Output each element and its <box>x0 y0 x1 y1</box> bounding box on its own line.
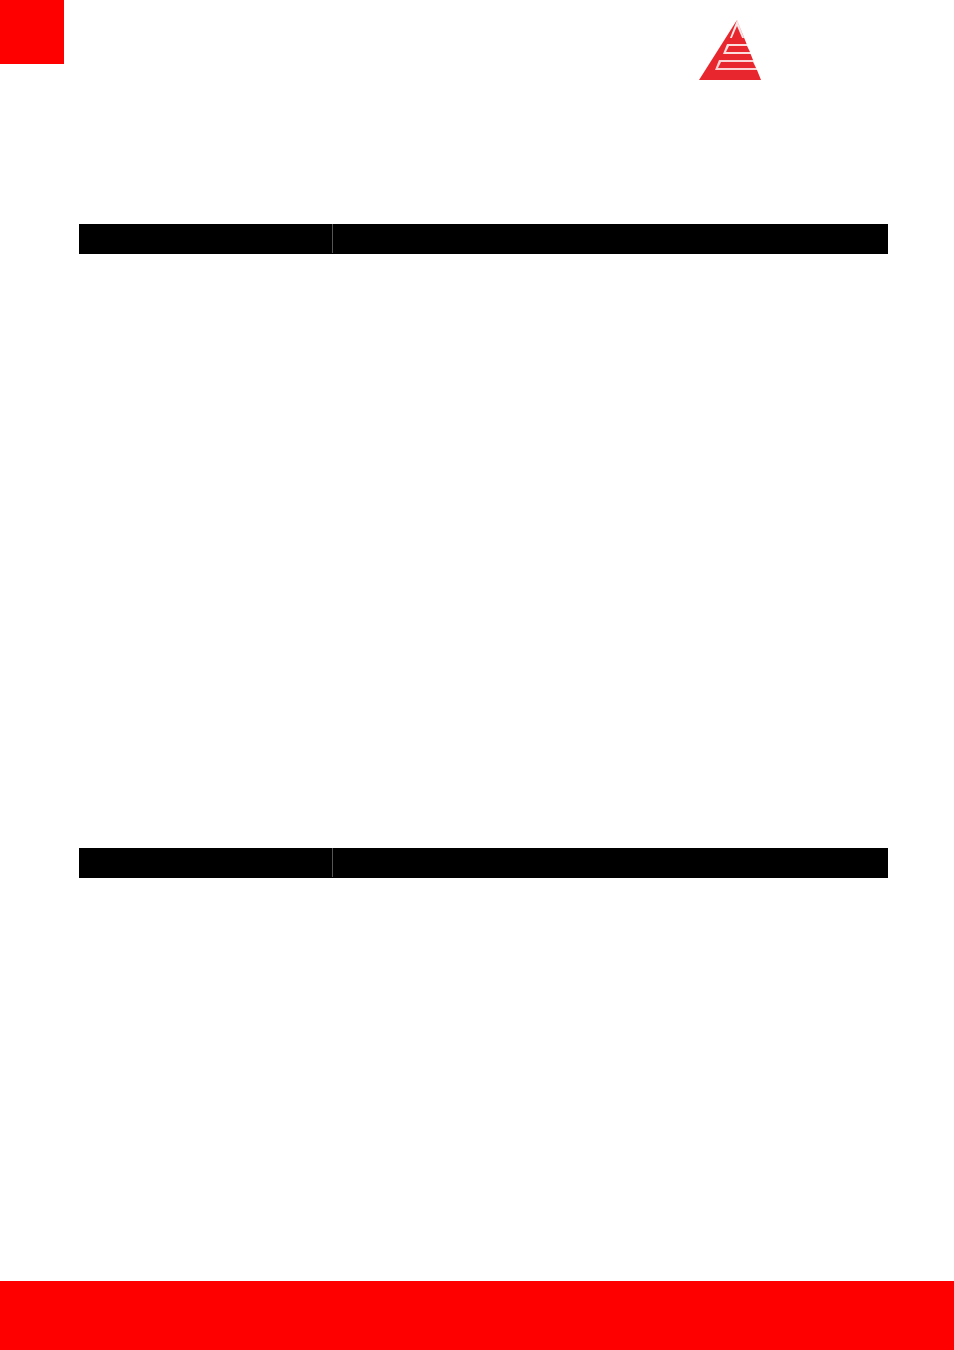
table-header-cell <box>333 849 888 878</box>
footer-bar <box>0 1281 954 1350</box>
table-header-row <box>80 225 888 254</box>
table-header-row <box>80 849 888 878</box>
adlink-triangle-icon <box>697 18 763 84</box>
boot-settings-table <box>79 224 888 254</box>
table-header-cell <box>80 849 333 878</box>
table-header-cell <box>80 225 333 254</box>
corner-tab <box>0 0 64 64</box>
table-header-cell <box>333 225 888 254</box>
adlink-logo <box>697 18 907 84</box>
csm-settings-table <box>79 848 888 878</box>
